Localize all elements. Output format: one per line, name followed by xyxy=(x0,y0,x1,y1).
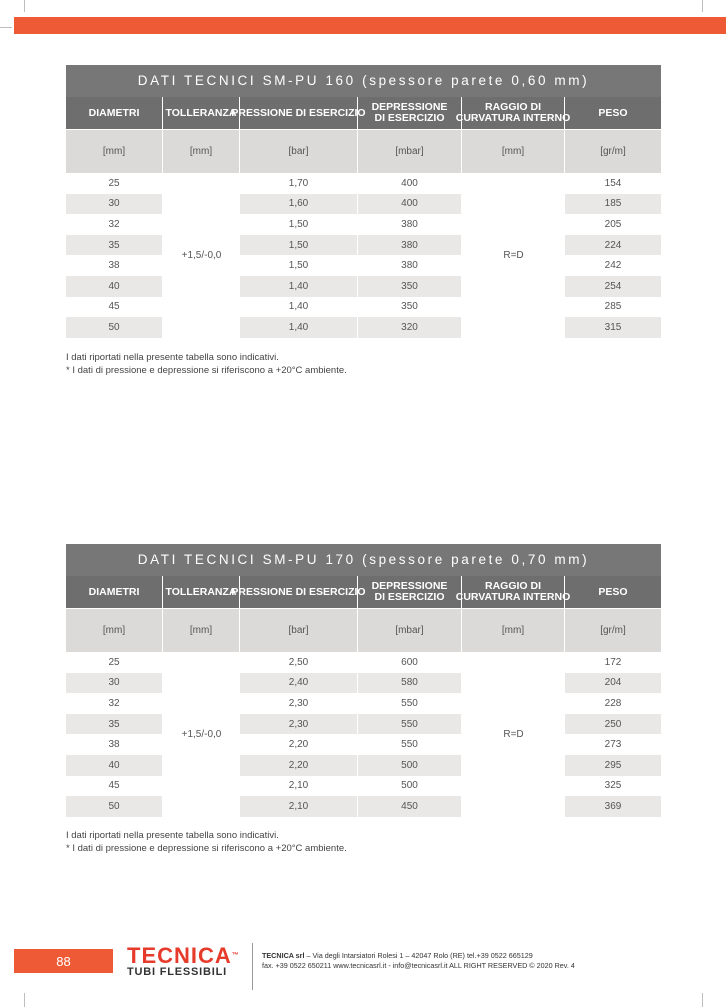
crop-mark xyxy=(24,0,25,12)
table-row xyxy=(66,317,661,338)
table-row xyxy=(66,734,661,755)
note-line: I dati riportati nella presente tabella sono indicativi. xyxy=(66,830,279,841)
top-accent-bar xyxy=(14,17,726,34)
unit-cell: [mbar] xyxy=(358,609,462,652)
weight-cell: 273 xyxy=(604,739,622,751)
diameter-cell: 45 xyxy=(66,297,163,318)
footer-contact-line: fax. +39 0522 650211 www.tecnicasrl.it - info@tecnicasrl.it ALL RIGHT RESERVED © 2020 Rev. 4 xyxy=(262,961,575,970)
table-row xyxy=(66,673,661,694)
weight-cell: 154 xyxy=(604,177,622,189)
header-cell: DEPRESSIONE DI ESERCIZIO xyxy=(358,576,462,608)
table-title: DATI TECNICI SM-PU 170 (spessore parete 0,70 mm) xyxy=(66,544,661,576)
pressure-cell: 2,50 xyxy=(240,652,358,673)
table-row xyxy=(66,173,661,194)
pressure-cell: 1,60 xyxy=(240,194,358,215)
unit-cell: [mbar] xyxy=(358,130,462,173)
logo-trademark: ™ xyxy=(231,952,239,959)
weight-cell: 369 xyxy=(604,800,622,812)
header-cell: TOLLERANZA xyxy=(163,576,240,608)
diameter-cell: 40 xyxy=(66,276,163,297)
weight-cell: 228 xyxy=(604,697,622,709)
table-row xyxy=(66,194,661,215)
weight-cell: 325 xyxy=(604,780,622,792)
table-title: DATI TECNICI SM-PU 160 (spessore parete 0,60 mm) xyxy=(66,65,661,97)
radius-cell: R=D xyxy=(462,173,565,338)
logo-wordmark xyxy=(127,943,239,968)
spec-table-sm-pu-160 xyxy=(66,65,661,338)
pressure-cell: 2,30 xyxy=(240,693,358,714)
tecnica-logo xyxy=(127,943,239,979)
diameter-cell: 50 xyxy=(66,796,163,817)
header-cell: TOLLERANZA xyxy=(163,97,240,129)
unit-cell: [bar] xyxy=(240,130,358,173)
pressure-cell: 1,40 xyxy=(240,276,358,297)
pressure-cell: 2,10 xyxy=(240,776,358,797)
pressure-cell: 1,70 xyxy=(240,173,358,194)
header-cell: PRESSIONE DI ESERCIZIO xyxy=(240,97,358,129)
note-line: * I dati di pressione e depressione si riferiscono a +20°C ambiente. xyxy=(66,843,347,854)
depression-cell: 380 xyxy=(358,235,462,256)
diameter-cell: 38 xyxy=(66,734,163,755)
pressure-cell: 2,30 xyxy=(240,714,358,735)
depression-cell: 580 xyxy=(358,673,462,694)
table-row xyxy=(66,776,661,797)
unit-cell: [mm] xyxy=(462,130,565,173)
unit-cell: [mm] xyxy=(66,130,163,173)
footer-contact xyxy=(262,951,575,971)
pressure-cell: 1,50 xyxy=(240,255,358,276)
pressure-cell: 2,20 xyxy=(240,755,358,776)
units-row xyxy=(66,130,661,173)
table-notes xyxy=(66,829,347,855)
depression-cell: 320 xyxy=(358,317,462,338)
unit-cell: [mm] xyxy=(163,609,240,652)
pressure-cell: 1,40 xyxy=(240,317,358,338)
depression-cell: 350 xyxy=(358,297,462,318)
table-header-row xyxy=(66,576,661,608)
weight-cell: 295 xyxy=(604,759,622,771)
unit-cell: [gr/m] xyxy=(600,625,626,636)
tolerance-cell: +1,5/-0,0 xyxy=(163,173,240,338)
table-row xyxy=(66,652,661,673)
weight-cell: 254 xyxy=(604,280,622,292)
weight-cell: 250 xyxy=(604,718,622,730)
footer-address-line xyxy=(262,951,575,961)
header-cell: DIAMETRI xyxy=(66,97,163,129)
logo-subtitle: TUBI FLESSIBILI xyxy=(127,966,227,978)
pressure-cell: 1,50 xyxy=(240,214,358,235)
diameter-cell: 45 xyxy=(66,776,163,797)
weight-cell: 315 xyxy=(604,321,622,333)
company-address: – Via degli Intarsiatori Rolesi 1 – 42047 Rolo (RE) tel.+39 0522 665129 xyxy=(304,951,533,960)
table-row xyxy=(66,235,661,256)
table-row xyxy=(66,693,661,714)
depression-cell: 380 xyxy=(358,255,462,276)
diameter-cell: 38 xyxy=(66,255,163,276)
depression-cell: 600 xyxy=(358,652,462,673)
diameter-cell: 32 xyxy=(66,214,163,235)
header-cell: PESO xyxy=(598,585,628,598)
table-header-row xyxy=(66,97,661,129)
depression-cell: 350 xyxy=(358,276,462,297)
depression-cell: 400 xyxy=(358,173,462,194)
unit-cell: [mm] xyxy=(462,609,565,652)
pressure-cell: 2,10 xyxy=(240,796,358,817)
radius-cell: R=D xyxy=(462,652,565,817)
crop-mark xyxy=(24,993,25,1007)
header-cell: DIAMETRI xyxy=(66,576,163,608)
diameter-cell: 40 xyxy=(66,755,163,776)
diameter-cell: 50 xyxy=(66,317,163,338)
spec-table-sm-pu-170 xyxy=(66,544,661,817)
company-name: TECNICA srl xyxy=(262,951,305,960)
depression-cell: 550 xyxy=(358,734,462,755)
unit-cell: [mm] xyxy=(163,130,240,173)
crop-mark xyxy=(0,27,12,28)
weight-cell: 205 xyxy=(604,218,622,230)
weight-cell: 204 xyxy=(604,677,622,689)
diameter-cell: 25 xyxy=(66,173,163,194)
unit-cell: [gr/m] xyxy=(600,146,626,157)
depression-cell: 400 xyxy=(358,194,462,215)
pressure-cell: 2,20 xyxy=(240,734,358,755)
table-body xyxy=(66,652,661,817)
diameter-cell: 35 xyxy=(66,714,163,735)
units-row xyxy=(66,609,661,652)
table-row xyxy=(66,276,661,297)
depression-cell: 380 xyxy=(358,214,462,235)
pressure-cell: 2,40 xyxy=(240,673,358,694)
weight-cell: 285 xyxy=(604,301,622,313)
depression-cell: 500 xyxy=(358,776,462,797)
logo-main: TECNICA xyxy=(127,943,232,968)
weight-cell: 172 xyxy=(604,656,622,668)
weight-cell: 224 xyxy=(604,239,622,251)
table-body xyxy=(66,173,661,338)
crop-mark xyxy=(702,993,703,1007)
table-row xyxy=(66,214,661,235)
crop-mark xyxy=(702,0,703,12)
unit-cell: [bar] xyxy=(240,609,358,652)
table-row xyxy=(66,796,661,817)
footer-divider xyxy=(252,943,253,990)
table-row xyxy=(66,255,661,276)
weight-cell: 242 xyxy=(604,260,622,272)
tolerance-cell: +1,5/-0,0 xyxy=(163,652,240,817)
diameter-cell: 30 xyxy=(66,194,163,215)
pressure-cell: 1,50 xyxy=(240,235,358,256)
diameter-cell: 35 xyxy=(66,235,163,256)
note-line: * I dati di pressione e depressione si riferiscono a +20°C ambiente. xyxy=(66,365,347,376)
note-line: I dati riportati nella presente tabella sono indicativi. xyxy=(66,352,279,363)
diameter-cell: 25 xyxy=(66,652,163,673)
header-cell: DEPRESSIONE DI ESERCIZIO xyxy=(358,97,462,129)
table-notes xyxy=(66,351,347,377)
table-row xyxy=(66,297,661,318)
page-number: 88 xyxy=(14,949,113,973)
depression-cell: 500 xyxy=(358,755,462,776)
depression-cell: 550 xyxy=(358,714,462,735)
header-cell: PRESSIONE DI ESERCIZIO xyxy=(240,576,358,608)
depression-cell: 550 xyxy=(358,693,462,714)
diameter-cell: 30 xyxy=(66,673,163,694)
table-row xyxy=(66,755,661,776)
diameter-cell: 32 xyxy=(66,693,163,714)
table-row xyxy=(66,714,661,735)
unit-cell: [mm] xyxy=(66,609,163,652)
header-cell: RAGGIO DI CURVATURA INTERNO xyxy=(462,97,565,129)
weight-cell: 185 xyxy=(604,198,622,210)
header-cell: PESO xyxy=(598,106,628,119)
depression-cell: 450 xyxy=(358,796,462,817)
pressure-cell: 1,40 xyxy=(240,297,358,318)
header-cell: RAGGIO DI CURVATURA INTERNO xyxy=(462,576,565,608)
